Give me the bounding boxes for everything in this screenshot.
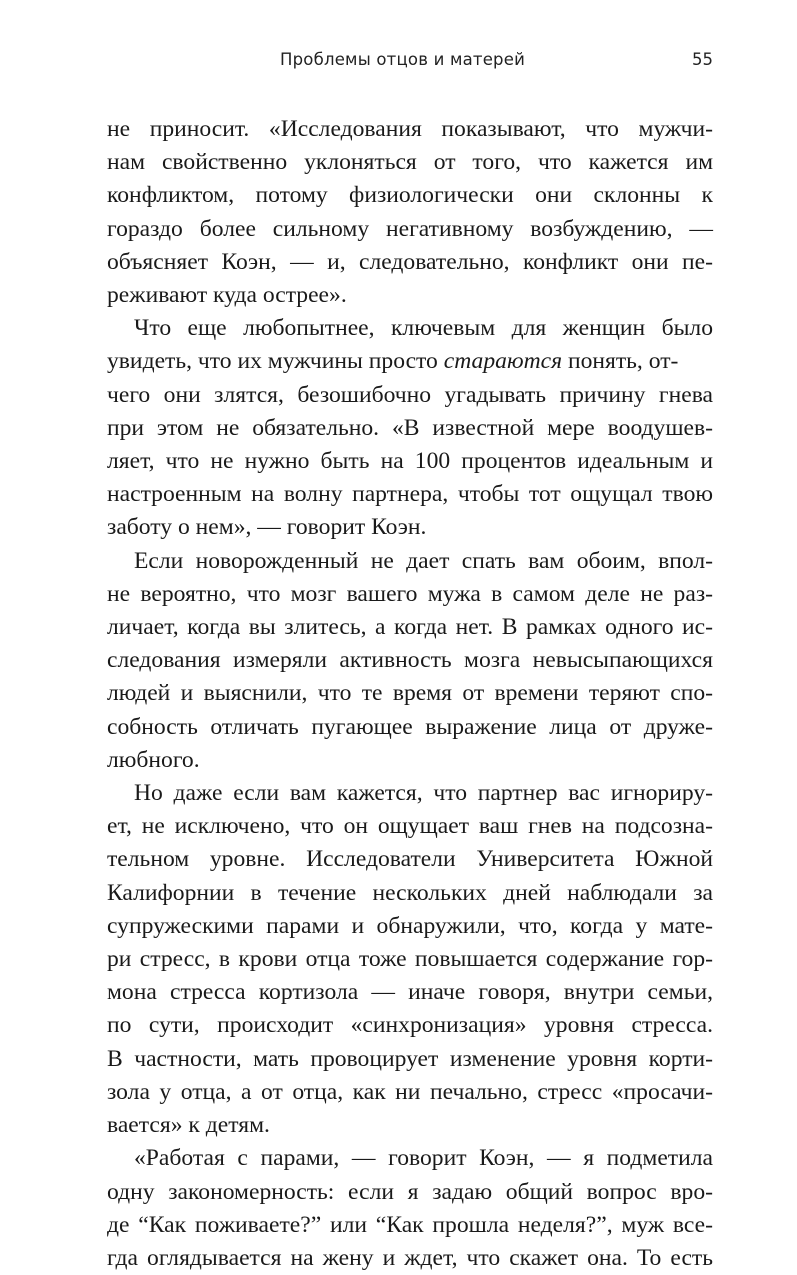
text-line: гораздо более сильному негативному возбуждению, — [107,215,713,242]
text-line: не приносит. «Исследования показывают, что мужчи- [107,116,713,142]
text-line: вается» к детям. [107,1112,270,1139]
text-line: при этом не обязательно. «В известной мере воодушев- [107,414,713,441]
text-line: «Работая с парами, — говорит Коэн, — я подметила [134,1145,713,1172]
text-line: де “Как поживаете?” или “Как прошла неделя?”, муж все- [107,1211,713,1238]
text-fragment: понять, от- [562,348,679,375]
text-line: мона стресса кортизола — иначе говоря, внутри семьи, [107,979,713,1006]
paragraph-3 [107,545,713,777]
paragraph-4 [107,777,713,1142]
chapter-title: Проблемы отцов и матерей [280,50,526,69]
text-line-with-emphasis [107,345,713,378]
text-line: нам свойственно уклоняться от того, что кажется им [107,149,713,176]
text-line: ляет, что не нужно быть на 100 процентов идеальным и [107,448,713,475]
text-line: следования измеряли активность мозга невысыпающихся [107,647,713,674]
text-line: тельном уровне. Исследователи Университета Южной [107,846,713,873]
paragraph-1 [107,113,713,312]
text-line: одну закономерность: если я задаю общий вопрос вро- [107,1178,713,1205]
paragraph-2 [107,312,713,544]
text-line: гда оглядывается на жену и ждет, что скажет она. То есть [107,1244,713,1271]
running-header [107,50,713,74]
text-line: по сути, происходит «синхронизация» уровня стресса. [107,1012,713,1039]
text-fragment: увидеть, что их мужчины просто [107,348,444,375]
text-line: людей и выяснили, что те время от времени теряют спо- [107,680,713,707]
body-text [107,113,713,1275]
text-line: супружескими парами и обнаружили, что, когда у мате- [107,912,713,939]
paragraph-5 [107,1142,713,1275]
text-line: собность отличать пугающее выражение лица от друже- [107,713,713,740]
text-line: зола у отца, а от отца, как ни печально, стресс «просачи- [107,1078,713,1105]
text-line: В частности, мать провоцирует изменение уровня корти- [107,1045,713,1072]
text-line: ет, не исключено, что он ощущает ваш гнев на подсозна- [107,813,713,840]
text-line: личает, когда вы злитесь, а когда нет. В рамках одного ис- [107,614,713,641]
text-line: заботу о нем», — говорит Коэн. [107,514,427,541]
text-line: не вероятно, что мозг вашего мужа в самом деле не раз- [107,580,713,607]
text-line: любного. [107,746,200,773]
page-number: 55 [692,50,713,69]
text-line: объясняет Коэн, — и, следовательно, конфликт они пе- [107,248,713,275]
text-line: реживают куда острее». [107,282,347,309]
text-line: конфликтом, потому физиологически они склонны к [107,182,713,209]
text-line: ри стресс, в крови отца тоже повышается содержание гор- [107,946,713,973]
text-line: Что еще любопытнее, ключевым для женщин было [134,315,713,342]
text-line: Калифорнии в течение нескольких дней наблюдали за [107,879,713,906]
text-line: Но даже если вам кажется, что партнер вас игнориру- [134,780,713,807]
text-line: чего они злятся, безошибочно угадывать причину гнева [107,381,713,408]
emphasis-text: стараются [443,348,563,375]
text-line: Если новорожденный не дает спать вам обоим, впол- [134,547,713,574]
text-line: настроенным на волну партнера, чтобы тот ощущал твою [107,481,713,508]
